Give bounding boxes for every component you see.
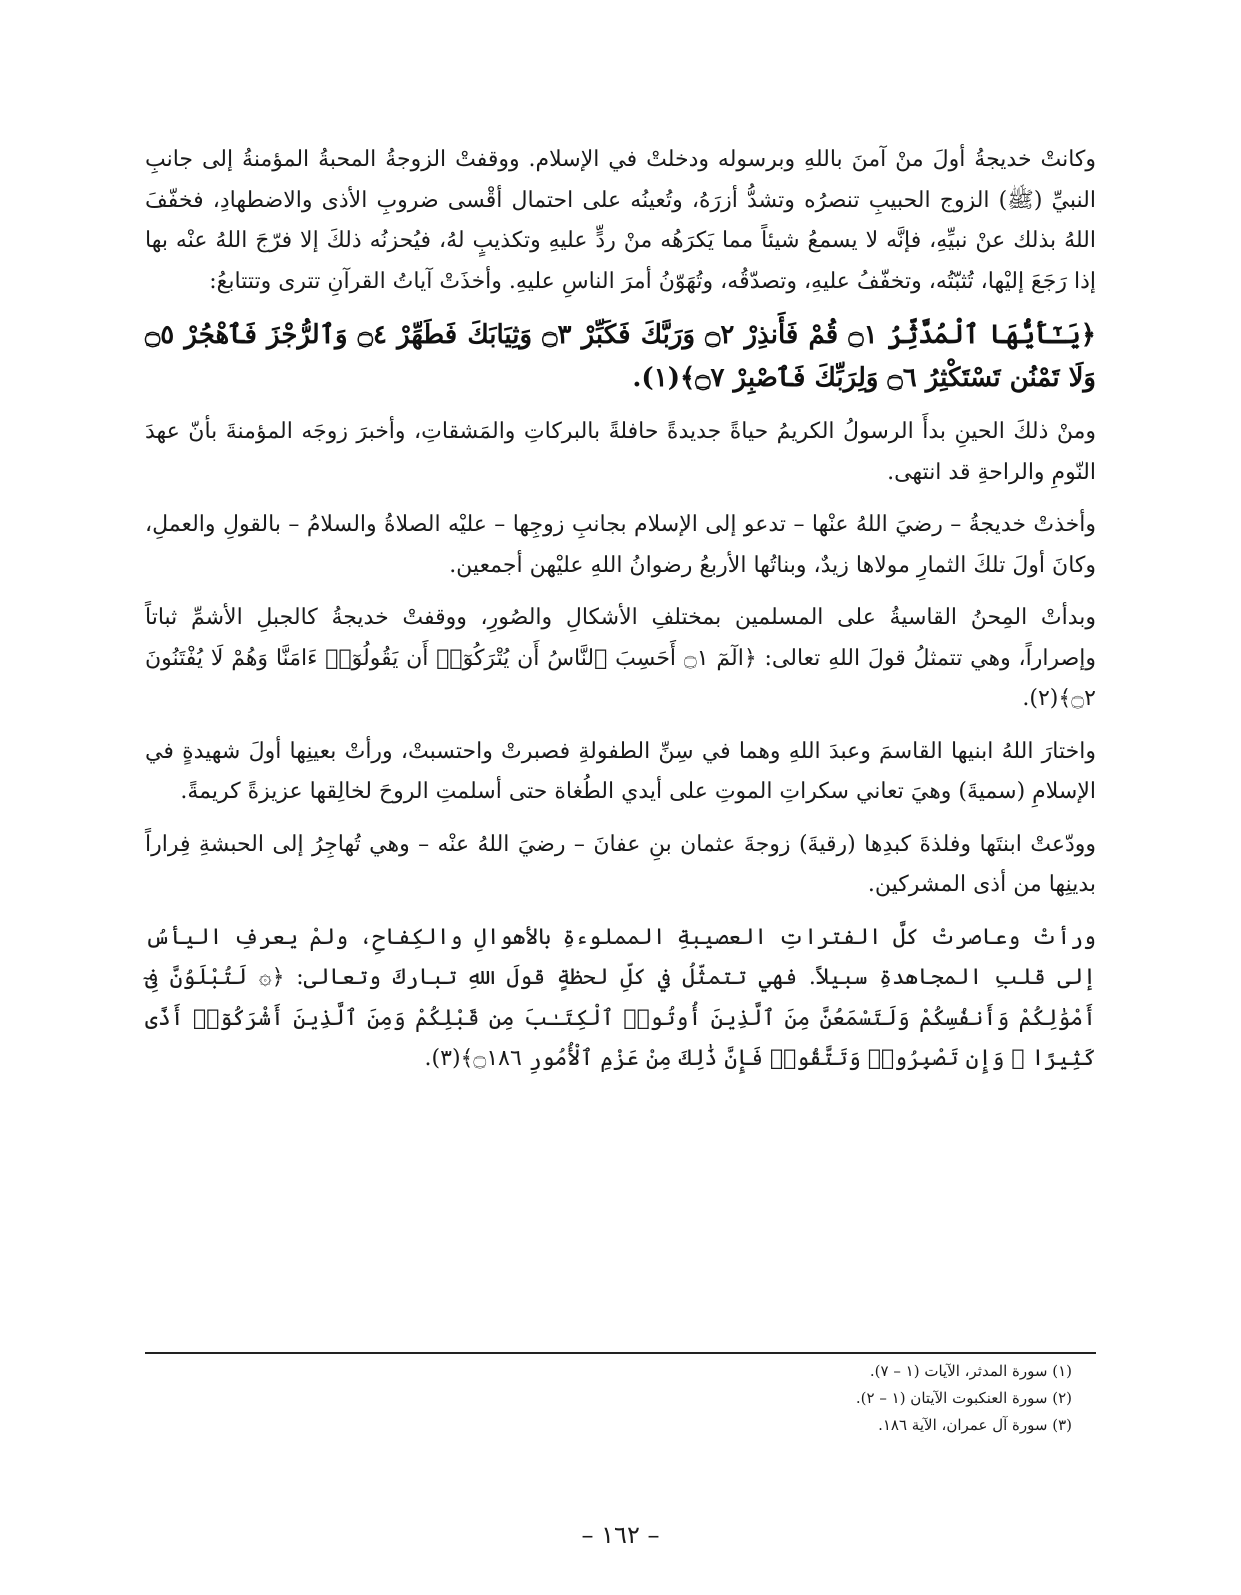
paragraph-sons-and-sumayya: واختارَ اللهُ ابنيها القاسمَ وعبدَ اللهِ وهما في سِنِّ الطفولةِ فصبرتْ واحتسبتْ، ورأتْ بعينِها أولَ شهيدةٍ في الإسلامِ (سميةَ) وهيَ تعاني سكراتِ الموتِ على أيدي الطُغاة حتى أسلمتِ الروحَ لخالِقها عزيزةً كريمةً. <box>145 738 1096 804</box>
footnote-3: (٣) سورة آل عمران، الآية ١٨٦. <box>878 1416 1072 1434</box>
footnote-2: (٢) سورة العنكبوت الآيتان (١ – ٢). <box>855 1389 1072 1407</box>
paragraph-trials: وبدأتْ المِحنُ القاسيةُ على المسلمين بمختلفِ الأشكالِ والصُورِ، ووقفتْ خديجةُ كالجبلِ الأشمِّ ثباتاً وإصراراً، وهي تتمثلُ قولَ اللهِ تعالى: ﴿الٓمٓ ۝١ أَحَسِبَ ٱلنَّاسُ أَن يُتْرَكُوٓا۟ أَن يَقُولُوٓا۟ ءَامَنَّا وَهُمْ لَا يُفْتَنُونَ ۝٢﴾(٢). <box>145 605 1096 711</box>
paragraph-new-life: ومنْ ذلكَ الحينِ بدأَ الرسولُ الكريمُ حياةً جديدةً حافلةً بالبركاتِ والمَشقاتِ، وأخبرَ زوجَه المؤمنةَ بأنّ عهدَ النّومِ والراحةِ قد انتهى. <box>145 419 1096 485</box>
quran-verse-al-muddaththir: ﴿يَـٰٓأَيُّهَا ٱلْمُدَّثِّرُ ۝١ قُمْ فَأَنذِرْ ۝٢ وَرَبَّكَ فَكَبِّرْ ۝٣ وَثِيَابَكَ فَطَهِّرْ ۝٤ وَٱلرُّجْزَ فَٱهْجُرْ ۝٥ وَلَا تَمْنُن تَسْتَكْثِرُ ۝٦ وَلِرَبِّكَ فَٱصْبِرْ ۝٧﴾(١). <box>145 320 1096 393</box>
footnote-1: (١) سورة المدثر، الآيات (١ – ٧). <box>869 1362 1072 1380</box>
footnote-divider <box>145 1352 1096 1354</box>
paragraph-calling-to-islam: وأخذتْ خديجةُ – رضيَ اللهُ عنْها – تدعو إلى الإسلام بجانبِ زوجِها – عليْه الصلاةُ والسلامُ – بالقولِ والعملِ، وكانَ أولَ تلكَ الثمارِ مولاها زيدٌ، وبناتُها الأربعُ رضوانُ اللهِ عليْهن أجمعين. <box>145 512 1096 578</box>
paragraph-khadija-first-believer: وكانتْ خديجةُ أولَ منْ آمنَ باللهِ وبرسوله ودخلتْ في الإسلام. ووقفتْ الزوجةُ المحبةُ المؤمنةُ إلى جانبِ النبيِّ (ﷺ) الزوج الحبيبِ تنصرُه وتشدُّ أزرَهُ، وتُعينُه على احتمال أقْسى ضروبِ الأذى والاضطهادِ، فخفّفَ اللهُ بذلك عنْ نبيِّهِ، فإنَّه لا يسمعُ شيئاً مما يَكرَهُه منْ ردٍّ عليهِ وتكذيبٍ لهُ، فيُحزنُه ذلكَ إلا فرّجَ اللهُ عنْه بها إذا رَجَعَ إليْها، تُثبّتُه، وتخفّفُ عليهِ، وتصدّقُه، وتُهَوّنُ أمرَ الناسِ عليهِ. وأخذَتْ آياتُ القرآنِ تترى وتتتابعُ: <box>145 147 1096 294</box>
page-body <box>145 140 1096 1092</box>
footnotes <box>145 1358 1096 1439</box>
paragraph-ruqayya-migration: وودّعتْ ابنتَها وفلذةَ كبدِها (رقيةَ) زوجةَ عثمان بنِ عفانَ – رضيَ اللهُ عنْه – وهي تُهاجِرُ إلى الحبشةِ فِراراً بدينِها من أذى المشركين. <box>145 831 1096 897</box>
paragraph-steadfastness: ورأتْ وعاصرتْ كلَّ الفتراتِ العصيبةِ المملوءةِ بالأهوالِ والكِفاحِ، ولمْ يعرفِ اليأسُ إلى قلبِ المجاهدةِ سبيلاً. فهي تتمثّلُ في كلِّ لحظةٍ قولَ اللهِ تباركَ وتعالى: ﴿۞ لَتُبْلَوُنَّ فِىٓ أَمْوَٰلِكُمْ وَأَنفُسِكُمْ وَلَتَسْمَعُنَّ مِنَ ٱلَّذِينَ أُوتُوا۟ ٱلْكِتَـٰبَ مِن قَبْلِكُمْ وَمِنَ ٱلَّذِينَ أَشْرَكُوٓا۟ أَذًى كَثِيرًا ۚ وَإِن تَصْبِرُوا۟ وَتَتَّقُوا۟ فَإِنَّ ذَٰلِكَ مِنْ عَزْمِ ٱلْأُمُورِ ۝١٨٦﴾(٣). <box>145 924 1096 1071</box>
page-number: – ١٦٢ – <box>581 1521 660 1549</box>
